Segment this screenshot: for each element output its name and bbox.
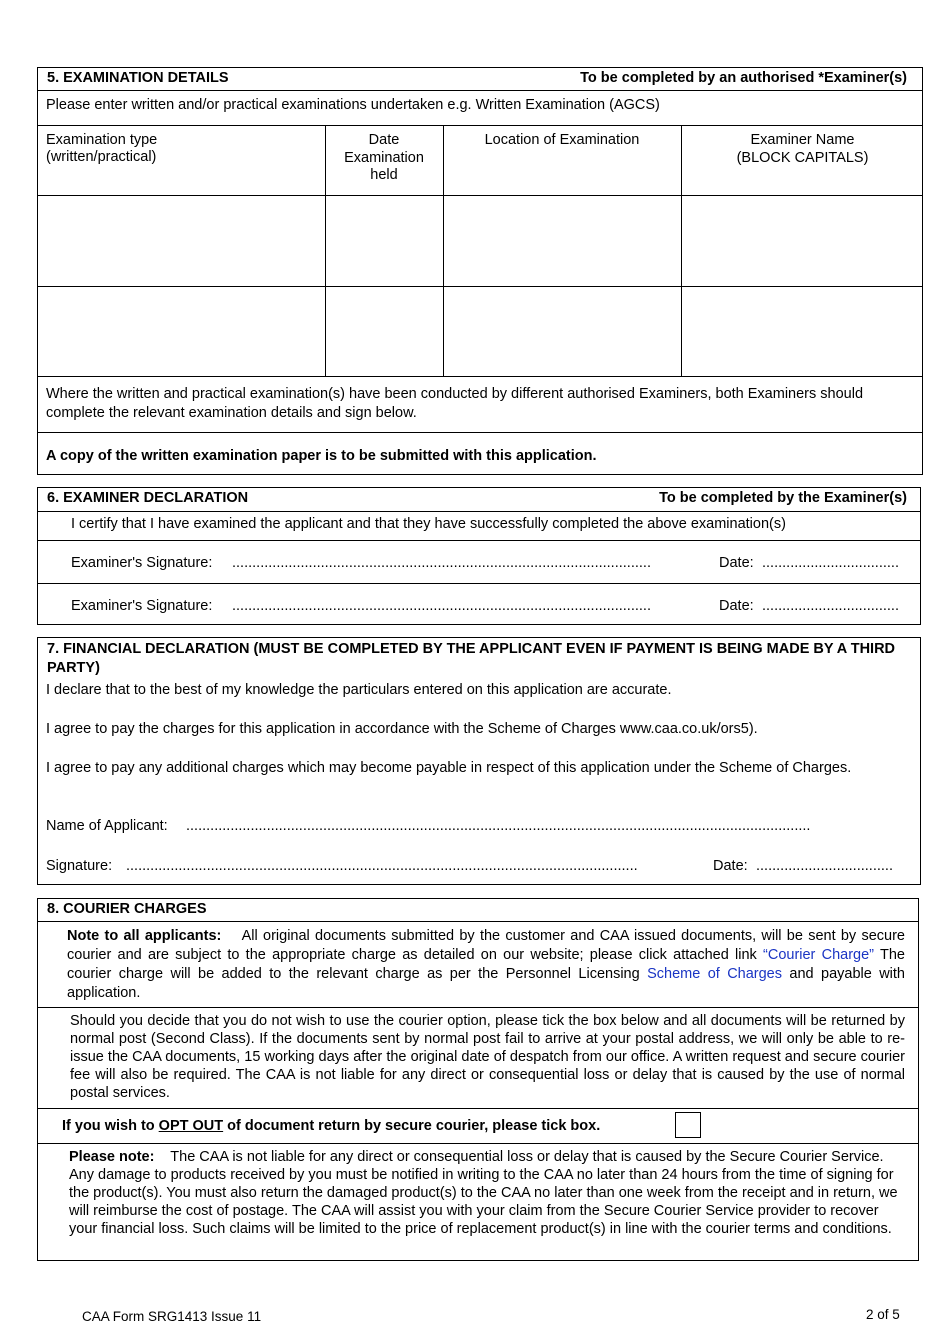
scheme-of-charges-link[interactable]: Scheme of Charges: [647, 966, 782, 982]
examiner-signature-field[interactable]: ........................................................................................................: [232, 598, 651, 614]
applicant-signature-field[interactable]: ...............................................................................................................................: [126, 858, 638, 874]
opt-out-text-c: of document return by secure courier, please tick box.: [223, 1118, 601, 1134]
applicant-signature-label: Signature:: [46, 858, 113, 874]
section7-title: 7. FINANCIAL DECLARATION (MUST BE COMPLETED BY THE APPLICANT EVEN IF PAYMENT IS BEING MADE BY A THIRD PARTY): [47, 641, 896, 676]
col-examiner-label: Examiner Name: [750, 132, 855, 148]
exam-table-header: [38, 125, 922, 195]
applicant-name-field[interactable]: ...........................................................................................................................................................: [186, 818, 811, 834]
section7-agree-additional: I agree to pay any additional charges which may become payable in respect of this application under the Scheme of Charges.: [46, 760, 852, 776]
section5-note: Where the written and practical examination(s) have been conducted by different authorised Examiners, both Examiners should complete the relevant examination details and sign below.: [46, 386, 864, 421]
col-examiner-sub: (BLOCK CAPITALS): [736, 149, 869, 166]
section8-please-note: [69, 1148, 905, 1238]
section8-note-row: [38, 921, 918, 1007]
section5-title: 5. EXAMINATION DETAILS: [47, 70, 229, 86]
col-date-label-1: Date: [368, 132, 400, 148]
examiner-signature-row-2[interactable]: [38, 583, 920, 625]
exam-table-divider: [443, 125, 444, 376]
note-to-applicants-label: Note to all applicants:: [67, 928, 222, 944]
section6-certify: I certify that I have examined the applicant and that they have successfully completed the above examination(s): [71, 516, 786, 532]
section6-header: [38, 488, 920, 511]
section5-copy-row: [38, 432, 922, 474]
section6-title: 6. EXAMINER DECLARATION: [47, 490, 249, 506]
section7-declare: I declare that to the best of my knowledge the particulars entered on this application are accurate.: [46, 682, 672, 698]
section6-completed-by: To be completed by the Examiner(s): [659, 490, 907, 506]
examiner-signature-label: Examiner's Signature:: [71, 555, 213, 571]
section5-intro-row: [38, 90, 922, 125]
note-text-1: All original documents submitted by the customer and CAA issued documents, will be sent by secure courier and are subject to the appropriate charge as detailed on our website; please click attached link: [67, 928, 905, 963]
footer-form-id: CAA Form SRG1413 Issue 11: [82, 1309, 262, 1324]
section5-intro: Please enter written and/or practical examinations undertaken e.g. Written Examination (AGCS): [46, 97, 660, 113]
exam-table-divider: [681, 125, 682, 376]
courier-charge-link[interactable]: “Courier Charge”: [763, 947, 875, 963]
examiner-signature-field[interactable]: ........................................................................................................: [232, 555, 651, 571]
col-location-header: [443, 132, 681, 148]
col-exam-type-header: [46, 132, 157, 166]
section-financial-declaration: [37, 637, 921, 885]
opt-out-text-a: If you wish to: [62, 1118, 159, 1134]
col-examiner-header: [681, 132, 924, 167]
section5-completed-by: To be completed by an authorised *Examiner(s): [580, 70, 907, 86]
section6-certify-row: [38, 511, 920, 540]
col-date-header: [325, 132, 443, 185]
applicant-name-label: Name of Applicant:: [46, 818, 168, 834]
exam-table-row-2[interactable]: [38, 286, 922, 376]
col-location-label: Location of Examination: [484, 132, 640, 148]
section7-agree-charges: I agree to pay the charges for this application in accordance with the Scheme of Charges www.caa.co.uk/ors5).: [46, 721, 758, 737]
footer-page-number: 2 of 5: [866, 1307, 900, 1322]
note-text-2: The courier charge will be added to the relevant charge as per the Personnel Licensing: [67, 947, 905, 982]
section8-header: [38, 899, 918, 921]
section8-opt-para: Should you decide that you do not wish to use the courier option, please tick the box below and all documents will be returned by normal post (Second Class). If the documents sent by normal post fail to arrive at your postal address, we will only be able to re-issue the CAA documents, 15 working days after the original date of despatch from our office. A written request and secure courier fee will also be required. The CAA is not liable for any direct or consequential loss or delay that is caused by the use of normal postal services.: [70, 1013, 905, 1101]
applicant-date-label: Date:: [713, 858, 748, 874]
section8-please-note-row: [38, 1143, 918, 1260]
section-courier-charges: [37, 898, 919, 1261]
please-note-text: The CAA is not liable for any direct or consequential loss or delay that is caused by the Secure Courier Service. Any damage to products received by you must be notified in writing to the CAA no later than 24 hours from the time of signing for the product(s). You must also return the damaged product(s) to the CAA no later than one week from the receipt and in return, we will reimburse the cost of postage. The CAA will assist you with your claim from the Secure Courier Service provider to recover your financial loss. Such claims will be limited to the price of replacement product(s) in line with the courier terms and conditions.: [69, 1149, 898, 1237]
examiner-date-label: Date:: [719, 555, 754, 571]
examiner-date-field[interactable]: ..................................: [762, 555, 899, 571]
exam-table-divider: [325, 125, 326, 376]
section8-title: 8. COURIER CHARGES: [47, 901, 207, 917]
col-date-label-2: Examination: [344, 149, 424, 166]
examiner-signature-label: Examiner's Signature:: [71, 598, 213, 614]
col-exam-type-label: Examination type: [46, 132, 158, 148]
note-text-3: and payable with application.: [67, 966, 905, 1001]
examiner-date-field[interactable]: ..................................: [762, 598, 899, 614]
col-exam-type-sub: (written/practical): [46, 149, 157, 165]
exam-table-row-1[interactable]: [38, 195, 922, 286]
section5-note-row: [38, 376, 922, 432]
opt-out-text: [62, 1118, 600, 1134]
col-date-label-3: held: [370, 167, 398, 183]
section8-opt-para-row: [38, 1007, 918, 1108]
applicant-date-field[interactable]: ..................................: [756, 858, 893, 874]
section8-note: [67, 927, 905, 1003]
section5-header: [38, 68, 922, 90]
examiner-signature-row-1[interactable]: [38, 540, 920, 583]
section5-copy-note: A copy of the written examination paper is to be submitted with this application.: [46, 448, 597, 464]
opt-out-emphasis: OPT OUT: [158, 1118, 224, 1134]
section-examination-details: [37, 67, 923, 475]
section-examiner-declaration: [37, 487, 921, 625]
opt-out-checkbox[interactable]: [675, 1112, 701, 1138]
section8-opt-out-row: [38, 1108, 918, 1143]
examiner-date-label: Date:: [719, 598, 754, 614]
please-note-label: Please note:: [69, 1149, 155, 1165]
